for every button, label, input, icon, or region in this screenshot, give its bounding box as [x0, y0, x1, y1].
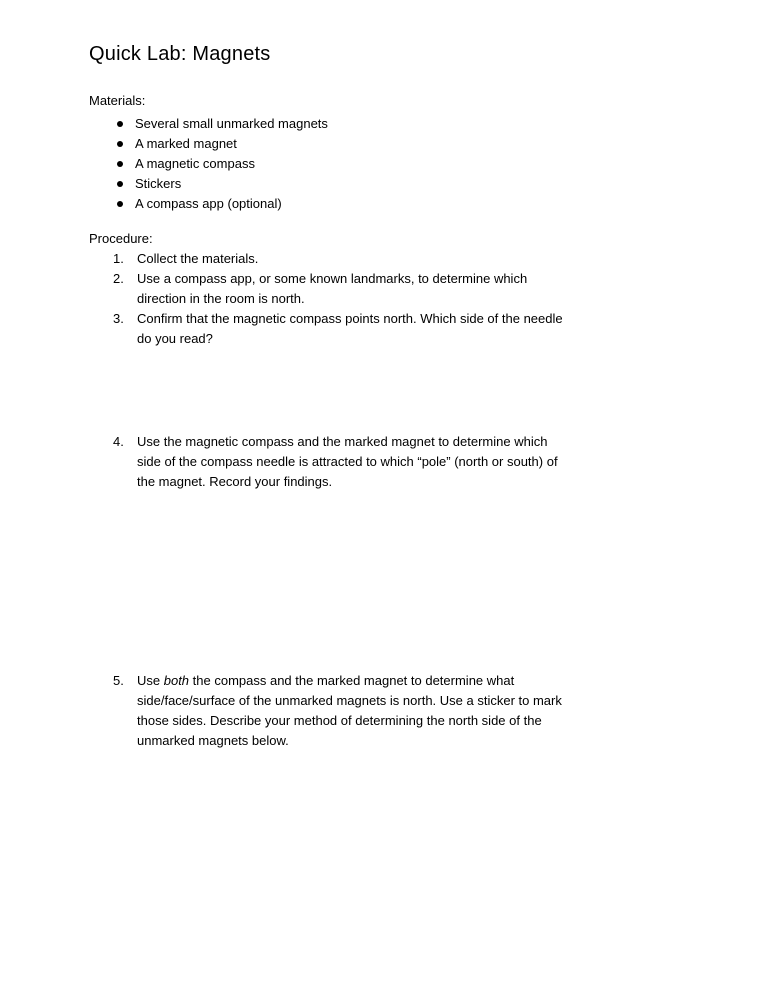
step-text-pre: Use	[137, 673, 164, 688]
step-text-post: the compass and the marked magnet to determine what side/face/surface of the unmarked magnets is north. Use a sticker to mark those sides. Describe your method of determining the north side of the unmarked magnets below.	[137, 673, 562, 748]
material-item	[89, 154, 679, 174]
procedure-step	[89, 671, 573, 751]
material-item-text: A magnetic compass	[135, 156, 255, 171]
bullet-icon	[117, 201, 123, 207]
materials-list	[89, 114, 679, 214]
page-title: Quick Lab: Magnets	[89, 43, 271, 65]
procedure-step	[89, 309, 573, 349]
bullet-icon	[117, 141, 123, 147]
step-number: 2.	[113, 271, 124, 286]
bullet-icon	[117, 181, 123, 187]
step-text: Collect the materials.	[137, 251, 259, 266]
procedure-step	[89, 432, 573, 492]
procedure-step	[89, 269, 573, 309]
material-item-text: A compass app (optional)	[135, 196, 282, 211]
step-number: 5.	[113, 673, 124, 688]
materials-label: Materials:	[89, 93, 146, 108]
material-item	[89, 134, 679, 154]
bullet-icon	[117, 121, 123, 127]
material-item-text: Several small unmarked magnets	[135, 116, 328, 131]
step-text-italic: both	[163, 673, 190, 688]
material-item-text: Stickers	[135, 176, 182, 191]
material-item	[89, 174, 679, 194]
procedure-list	[89, 249, 573, 751]
step-text: Use a compass app, or some known landmarks, to determine which direction in the room is north.	[137, 271, 528, 306]
material-item-text: A marked magnet	[135, 136, 237, 151]
document-content	[89, 0, 679, 751]
step-text	[137, 673, 562, 748]
step-number: 3.	[113, 311, 124, 326]
step-number: 4.	[113, 434, 124, 449]
bullet-icon	[117, 161, 123, 167]
step-text: Use the magnetic compass and the marked magnet to determine which side of the compass needle is attracted to which “pole” (north or south) of the magnet. Record your findings.	[137, 434, 558, 489]
procedure-step	[89, 249, 573, 269]
step-number: 1.	[113, 251, 124, 266]
step-text: Confirm that the magnetic compass points north. Which side of the needle do you read?	[137, 311, 563, 346]
material-item	[89, 194, 679, 214]
material-item	[89, 114, 679, 134]
procedure-label: Procedure:	[89, 231, 153, 246]
